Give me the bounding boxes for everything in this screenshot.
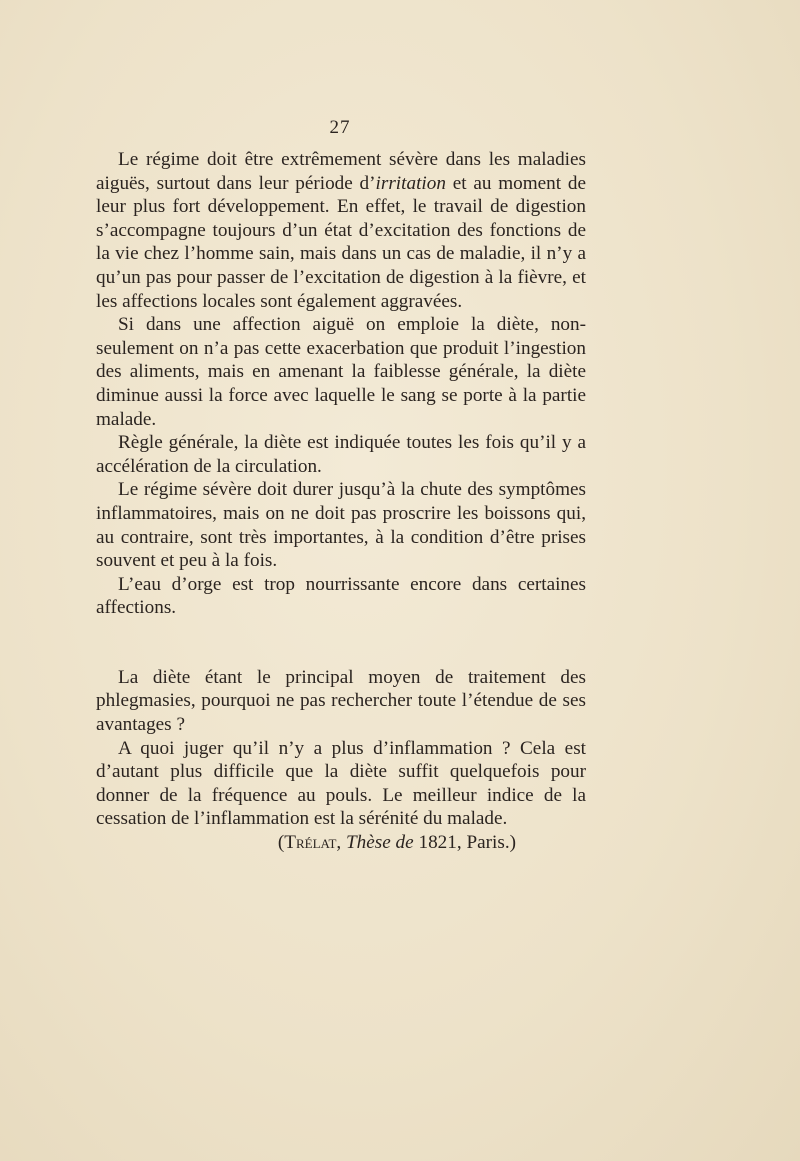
italic-term: irritation: [375, 172, 446, 194]
citation-author: Trélat: [284, 832, 337, 854]
citation-work: Thèse de: [346, 832, 414, 854]
page-number: 27: [329, 117, 351, 138]
paragraph-barley-water: L’eau d’orge est trop nourrissante encore dans certaines affections.: [96, 573, 586, 619]
paragraph-acute-affection: Si dans une affection aiguë on emploie la diète, non-seulement on n’a pas cette exacerbation que produit l’ingestion des aliments, mais en amenant la faiblesse générale, la diète diminue aussi la force avec laquelle le sang se porte à la partie malade.: [96, 314, 586, 430]
paragraph-phlegmasies: La diète étant le principal moyen de traitement des phlegmasies, pourquoi ne pas rechercher toute l’étendue de ses avantages ?: [96, 666, 586, 736]
paragraph-diet-severity: [96, 148, 586, 313]
paragraph-text: et au moment de leur plus fort développement. En effet, le travail de digestion s’accompagne toujours d’un état d’excitation des fonctions de la vie chez l’homme sain, mais dans un cas de maladie, il n’y a qu’un pas pour passer de l’excitation de digestion à la fièvre, et les affections locales sont également aggravées.: [96, 172, 586, 312]
citation: (Trélat, Thèse de 1821, Paris.): [277, 832, 516, 854]
paragraph-text: Le régime doit être extrêmement sévère dans les maladies aiguës, surtout dans leur période d’: [96, 149, 586, 194]
body-text: [96, 148, 586, 855]
citation-year: 1821, Paris.): [413, 832, 516, 854]
paragraph-general-rule: Règle générale, la diète est indiquée toutes les fois qu’il y a accélération de la circulation.: [96, 432, 586, 477]
paragraph-severe-regime: Le régime sévère doit durer jusqu’à la chute des symptômes inflammatoires, mais on ne doit pas proscrire les boissons qui, au contraire, sont très importantes, à la condition d’être prises souvent et peu à la fois.: [96, 479, 586, 572]
paragraph-inflammation-sign: A quoi juger qu’il n’y a plus d’inflammation ? Cela est d’autant plus difficile que la diète suffit quelquefois pour donner de la fréquence au pouls. Le meilleur indice de la cessation de l’inflammation est la sérénité du malade.: [96, 737, 586, 830]
